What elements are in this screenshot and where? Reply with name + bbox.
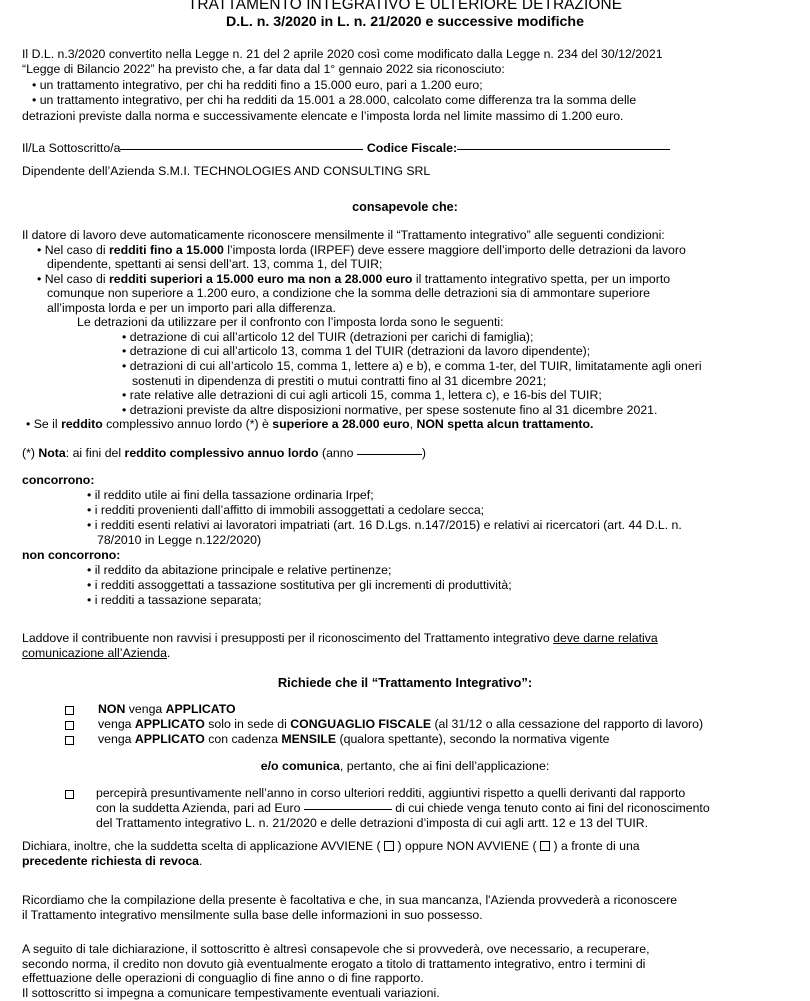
condition-3-bold-superiore: superiore a 28.000 euro <box>272 417 410 432</box>
nota-label: Nota <box>38 445 66 460</box>
laddove-block <box>22 631 788 661</box>
intro-bullet-1: • un trattamento integrativo, per chi ha redditi fino a 15.000 euro, pari a 1.200 euro; <box>32 77 483 92</box>
dichiara-pre: Dichiara, inoltre, che la suddetta scelta di applicazione AVVIENE ( <box>22 839 385 854</box>
condition-1-line2: dipendente, spettanti ai sensi dell’art. 13, comma 1, del TUIR; <box>47 257 383 272</box>
employee-of-label: Dipendente dell’Azienda <box>22 164 155 179</box>
option-label-1 <box>98 702 788 717</box>
aseguito-line1: A seguito di tale dichiarazione, il sottoscritto è altresì consapevole che si provvederà, ove necessario, a recuperare, <box>22 941 650 956</box>
dichiara-block <box>22 839 788 869</box>
eo-comunica-bold: e/o comunica <box>260 758 340 773</box>
intro-bullet-2-line1: • un trattamento integrativo, per chi ha redditi da 15.001 a 28.000, calcolato come differenza tra la somma delle <box>32 93 637 108</box>
concorrono-item-1: • il reddito utile ai fini della tassazione ordinaria Irpef; <box>87 488 374 503</box>
condition-1-post: l’imposta lorda (IRPEF) deve essere maggiore dell’importo delle detrazioni da lavoro <box>223 242 686 257</box>
option-2-plain2: solo in sede di <box>204 716 291 731</box>
condition-3 <box>22 417 788 432</box>
percepira-text <box>96 786 788 831</box>
checkbox-non-applicato[interactable] <box>65 706 74 715</box>
option-row-2[interactable] <box>22 717 788 732</box>
condition-3-bold-reddito: reddito <box>61 417 103 432</box>
checkbox-avviene[interactable] <box>384 841 394 851</box>
dichiara-line2 <box>22 854 788 869</box>
detrazioni-sub-lead: Le detrazioni da utilizzare per il confronto con l’imposta lorda sono le seguenti: <box>77 315 504 330</box>
company-row <box>22 164 788 180</box>
intro-paragraph <box>22 47 788 124</box>
dichiara-bold-tail: . <box>199 854 203 869</box>
percepira-row[interactable] <box>22 786 788 831</box>
option-1-plain1: venga <box>125 701 166 716</box>
intro-line-2: “Legge di Bilancio 2022” ha previsto che, a far data dal 1° gennaio 2022 sia riconosciuto: <box>22 62 505 77</box>
ricordiamo-line1: Ricordiamo che la compilazione della presente è facoltativa e che, in sua mancanza, l'Azienda provvederà a riconoscere <box>22 893 678 908</box>
subscriber-row <box>22 141 788 157</box>
option-3-plain3: (qualora spettante), secondo la normativa vigente <box>336 731 610 746</box>
codice-fiscale-input[interactable] <box>457 149 670 150</box>
option-row-1[interactable] <box>22 702 788 717</box>
eo-comunica-heading <box>22 759 788 773</box>
detrazione-item-5: • detrazioni previste da altre disposizioni normative, per spese sostenute fino al 31 dicembre 2021. <box>122 402 658 417</box>
option-2-bold3: CONGUAGLIO FISCALE <box>290 716 432 731</box>
condition-3-pre: • Se il <box>26 417 62 432</box>
non-concorrono-item-2: • i redditi assoggettati a tassazione sostitutiva per gli incrementi di produttività; <box>87 578 512 593</box>
laddove-underline-2: comunicazione all’Azienda <box>22 645 167 660</box>
detrazione-item-4: • rate relative alle detrazioni di cui agli articoli 15, comma 1, lettera c), e 16-bis del TUIR; <box>122 388 602 403</box>
dichiara-post: ) a fronte di una <box>550 839 640 854</box>
percepira-block <box>22 786 788 831</box>
company-name: S.M.I. TECHNOLOGIES AND CONSULTING SRL <box>158 164 431 179</box>
option-1-bold2: APPLICATO <box>165 701 236 716</box>
nota-anno-open: (anno <box>318 445 357 460</box>
document-title-line1: TRATTAMENTO INTEGRATIVO E ULTERIORE DETRAZIONE <box>187 0 623 13</box>
richiede-heading: Richiede che il “Trattamento Integrativo”: <box>277 674 533 690</box>
percepira-line2-post: di cui chiede venga tenuto conto ai fini del riconoscimento <box>391 801 710 816</box>
consapevole-heading: consapevole che: <box>352 200 458 215</box>
option-2-plain3: (al 31/12 o alla cessazione del rapporto di lavoro) <box>431 716 704 731</box>
condition-1-pre: • Nel caso di <box>37 242 109 257</box>
percepira-line1: percepirà presuntivamente nell’anno in corso ulteriori redditi, aggiuntivi rispetto a quelli derivanti dal rapporto <box>96 786 686 801</box>
aseguito-block <box>22 942 788 1001</box>
option-2-plain1: venga <box>98 716 135 731</box>
option-label-2 <box>98 717 788 732</box>
checkbox-non-avviene[interactable] <box>540 841 550 851</box>
dichiara-mid: ) oppure NON AVVIENE ( <box>394 839 541 854</box>
concorrono-item-3-line2: 78/2010 in Legge n.122/2020) <box>97 533 262 548</box>
document-title-block <box>22 0 788 31</box>
non-concorrono-heading: non concorrono: <box>22 548 121 563</box>
detrazione-item-3-line1: • detrazioni di cui all’articolo 15, comma 1, lettere a) e b), e comma 1-ter, del TUIR, limitatamente agli oneri <box>122 359 702 374</box>
condition-2-post: il trattamento integrativo spetta, per un importo <box>412 271 671 286</box>
checkbox-conguaglio-fiscale[interactable] <box>65 721 74 730</box>
eo-comunica-plain: , pertanto, che ai fini dell’applicazione: <box>339 758 550 773</box>
ricordiamo-line2: il Trattamento integrativo mensilmente sulla base delle informazioni in suo possesso. <box>22 908 483 923</box>
ricordiamo-block <box>22 893 788 923</box>
percepira-line2 <box>96 801 788 816</box>
option-3-bold3: MENSILE <box>281 731 337 746</box>
conditions-block <box>22 228 788 432</box>
concorrono-item-3-line1: • i redditi esenti relativi ai lavoratori impatriati (art. 16 D.Lgs. n.147/2015) e relativi ai ricercatori (art. 44 D.L. n. <box>87 518 682 533</box>
subscriber-label: Il/La Sottoscritto/a <box>22 141 121 156</box>
condition-2-pre: • Nel caso di <box>37 271 109 286</box>
option-1-bold1: NON <box>98 701 126 716</box>
laddove-tail: . <box>166 645 171 660</box>
condition-2-line3: all’imposta lorda e per un importo pari alla differenza. <box>47 300 336 315</box>
nota-marker: (*) <box>22 445 39 460</box>
aseguito-line4: Il sottoscritto si impegna a comunicare tempestivamente eventuali variazioni. <box>22 986 440 1001</box>
laddove-line2 <box>22 646 788 661</box>
concorrono-heading: concorrono: <box>22 473 95 488</box>
percepira-line2-pre: con la suddetta Azienda, pari ad Euro <box>96 801 304 816</box>
condition-3-mid2: , <box>409 417 417 432</box>
percepira-line3: del Trattamento integrativo L. n. 21/2020 e delle detrazioni d’imposta di cui agli artt. 12 e 13 del TUIR. <box>96 816 649 831</box>
non-concorrono-item-1: • il reddito da abitazione principale e relative pertinenze; <box>87 563 392 578</box>
condition-3-bold-non-spetta: NON spetta alcun trattamento. <box>416 417 594 432</box>
nota-line <box>22 446 788 460</box>
option-2-bold2: APPLICATO <box>134 716 205 731</box>
aseguito-line2: secondo norma, il credito non dovuto già eventualmente erogato a titolo di trattamento integrativo, entro i termini di <box>22 956 646 971</box>
option-3-plain1: venga <box>98 731 135 746</box>
laddove-line1 <box>22 631 788 646</box>
dichiara-bold: precedente richiesta di revoca <box>22 854 200 869</box>
laddove-underline-1: deve darne relativa <box>553 631 658 646</box>
nota-block <box>22 446 788 460</box>
subscriber-input[interactable] <box>120 149 363 150</box>
nota-bold: reddito complessivo annuo lordo <box>124 445 319 460</box>
codice-fiscale-label: Codice Fiscale: <box>366 141 458 156</box>
detrazione-item-1: • detrazione di cui all’articolo 12 del TUIR (detrazioni per carichi di famiglia); <box>122 329 534 344</box>
condition-2-bold: redditi superiori a 15.000 euro ma non a 28.000 euro <box>108 271 413 286</box>
checkbox-percepira[interactable] <box>65 790 74 799</box>
option-label-3 <box>98 732 788 747</box>
nota-anno-input[interactable] <box>357 454 422 455</box>
euro-amount-input[interactable] <box>304 809 392 810</box>
condition-2-line2: comunque non superiore a 1.200 euro, a condizione che la somma delle detrazioni sia di ammontare superiore <box>47 286 650 301</box>
option-3-plain2: con cadenza <box>204 731 282 746</box>
conditions-lead: Il datore di lavoro deve automaticamente riconoscere mensilmente il “Trattamento integrativo” alle seguenti condizioni: <box>22 227 665 242</box>
intro-line-1: Il D.L. n.3/2020 convertito nella Legge n. 21 del 2 aprile 2020 così come modificato dalla Legge n. 234 del 30/12/2021 <box>22 47 663 61</box>
intro-bullet-2-line2: detrazioni previste dalla norma e successivamente elencate e l’imposta lorda nel limite massimo di 1.200 euro. <box>22 108 624 123</box>
nota-mid: : ai fini del <box>65 445 125 460</box>
concorrono-block <box>22 473 788 608</box>
concorrono-item-2: • i redditi provenienti dall’affitto di immobili assoggettati a cedolare secca; <box>87 503 485 518</box>
option-3-bold2: APPLICATO <box>134 731 205 746</box>
detrazione-item-3-line2: sostenuti in dipendenza di prestiti o mutui contratti fino al 31 dicembre 2021; <box>132 373 547 388</box>
checkbox-mensile[interactable] <box>65 736 74 745</box>
condition-1-bold: redditi fino a 15.000 <box>108 242 224 257</box>
laddove-plain: Laddove il contribuente non ravvisi i presupposti per il riconoscimento del Trattamento integrativo <box>22 631 554 646</box>
option-row-3[interactable] <box>22 732 788 747</box>
aseguito-line3: effettuazione delle operazioni di conguaglio di fine anno o di fine rapporto. <box>22 971 424 986</box>
condition-2-line1 <box>22 272 788 287</box>
options-checkbox-list <box>22 702 788 747</box>
detrazione-item-2: • detrazione di cui all’articolo 13, comma 1 del TUIR (detrazioni da lavoro dipendente); <box>122 344 591 359</box>
non-concorrono-item-3: • i redditi a tassazione separata; <box>87 593 262 608</box>
identity-fields <box>22 141 788 180</box>
condition-3-mid: complessivo annuo lordo (*) è <box>102 417 273 432</box>
nota-anno-close: ) <box>421 445 426 460</box>
dichiara-line1 <box>22 839 788 854</box>
document-title-line2: D.L. n. 3/2020 in L. n. 21/2020 e successive modifiche <box>225 14 584 31</box>
condition-1-line1 <box>22 243 788 258</box>
